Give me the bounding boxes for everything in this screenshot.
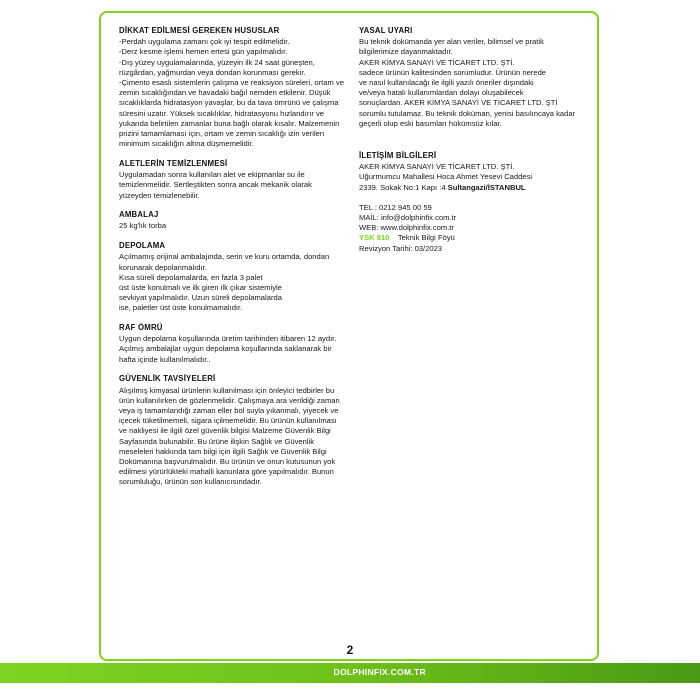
company-name: AKER KİMYA SANAYİ VE TİCARET LTD. ŞTİ. [359, 162, 515, 172]
section-aletler [119, 159, 345, 201]
footer-bar [0, 663, 700, 683]
address-line-1: Uğurmumcu Mahallesi Hoca Ahmet Yesevi Caddesi [359, 172, 533, 182]
section-guvenlik [119, 374, 345, 487]
page-number: 2 [346, 643, 354, 657]
section-ambalaj [119, 210, 345, 231]
address-street: 2339. Sokak No:1 Kapı :4 [359, 182, 448, 192]
phone: TEL : 0212 945 00 59 [359, 202, 432, 212]
address-city: Sultangazi/İSTANBUL [447, 182, 526, 192]
section-title: DEPOLAMA [119, 241, 166, 251]
section-title: RAF ÖMRÜ [119, 323, 163, 333]
section-body: Açılmamış orijinal ambalajında, serin ve kuru ortamda, dondan korunarak depolanmalıdır. Kısa süreli depolamalarda, en fazla 3 palet üst üste konulmalı ve ilk giren ilk çıkar sistemiyle sevkiyat yapılmalıdır. Uzun süreli depolamalarda ise, paletler üst üste konulmamalıdır. [119, 252, 330, 313]
section-title: YASAL UYARI [359, 26, 413, 35]
section-yasal-uyari [359, 26, 579, 129]
section-body: -Perdah uygulama zamanı çok iyi tespit edilmelidir. -Derz kesme işlemi hemen ertesi gün yapılmalıdır. -Dış yüzey uygulamalarında, yüzeyin ilk 24 saat güneşten, rüzgârdan, yağmurdan veya dondan korunması gerekir. -Çimento esaslı sistemlerin çalışma ve reaksiyon süreleri, ortam ve zemin sıcaklığından ve havadaki bağıl nemden etkilenir. Düşük sıcaklıklarda hidratasyon yavaşlar, bu da tava ömrünü ve çalışma süresini uzatır. Yüksek sıcaklıklar, hidratasyonu hızlandırır ve yukarıda belirtilen zamanlar buna bağlı olarak kısalır. Malzemenin prizini tamamlaması için, ortam ve zemin sıcaklığı izin verilen minimum sıcaklığın altına düşmemelidir. [119, 37, 344, 149]
document-code: YSK 810 [359, 233, 390, 243]
document-id-line [359, 233, 579, 243]
footer-website[interactable]: DOLPHINFIX.COM.TR [333, 667, 426, 677]
website[interactable]: WEB: www.dolphinfix.com.tr [359, 223, 454, 233]
section-title: AMBALAJ [119, 210, 159, 220]
section-title: İLETİŞİM BİLGİLERİ [359, 151, 437, 161]
right-column [359, 26, 579, 263]
left-column [119, 26, 345, 497]
section-body: Bu teknik dokümanda yer alan veriler, bilimsel ve pratik bilgilerimize dayanmaktadır. AKER KİMYA SANAYİ VE TİCARET LTD. ŞTİ. sadece ürünün kalitesinden sorumludur. Ürünün nerede ve nasıl kullanılacağı ile ilgili yazılı öneriler dışındaki ve/veya hatalı kullanımlardan dolayı oluşabilecek sonuçlardan. AKER KİMYA SANAYİ VE TİCARET LTD. ŞTİ sorumlu tutulamaz. Bu teknik doküman, yenisi basılıncaya kadar geçerli olup eski basımları hükümsüz kılar. [359, 37, 576, 128]
section-body: Uygulamadan sonra kullanılan alet ve ekipmanlar su ile temizlenmelidir. Sertleştikten sonra ancak mekanik olarak yüzeyden temizlenebilir. [119, 170, 312, 200]
section-title: DİKKAT EDİLMESİ GEREKEN HUSUSLAR [119, 26, 280, 35]
section-body: Alışılmış kimyasal ürünlerin kullanılması için önleyici tedbirler bu ürün kullanılırken de gözlenmelidir. Çalışmaya ara verildiği zaman veya iş tamamlandığı zaman eller bol suyla yıkanmalı, yiyecek ve içecek tüketilmemeli, sigara içilmemelidir. Bu ürünün kullanılması ve nakliyesi ile ilgili özel güvenlik bilgisi Malzeme Güvenlik Bilgi Sayfasında bulunabilir. Bu ürüne ilişkin Sağlık ve Güvenlik meseleleri hakkında tam bilgi için ilgili Sağlık ve Güvenlik Bilgi Dokümanına başvurulmalıdır. Bu ürünün ve onun kutusunun yok edilmesi yürürlükteki mahalli kanunlara göre yapılmalıdır. Bunun sorumluluğu, ürünün son kullanıcısındadır. [119, 385, 340, 487]
section-raf-omru [119, 323, 345, 365]
address-line-2 [359, 183, 579, 193]
section-iletisim [359, 151, 579, 254]
section-depolama [119, 241, 345, 313]
section-title: GÜVENLİK TAVSİYELERİ [119, 374, 216, 384]
section-body: 25 kg'lık torba [119, 221, 167, 231]
email[interactable]: MAİL: info@dolphinfix.com.tr [359, 213, 457, 223]
revision-date: Revizyon Tarihi: 03/2023 [359, 243, 443, 253]
document-name: Teknik Bilgi Föyü [397, 233, 455, 243]
section-dikkat [119, 26, 345, 149]
section-title: ALETLERİN TEMİZLENMESİ [119, 158, 228, 168]
section-body: Uygun depolama koşullarında üretim tarihinden itibaren 12 aydır. Açılmış ambalajlar uygun depolama koşullarında saklanarak bir hafta içinde kullanılmalıdır.. [119, 334, 337, 364]
